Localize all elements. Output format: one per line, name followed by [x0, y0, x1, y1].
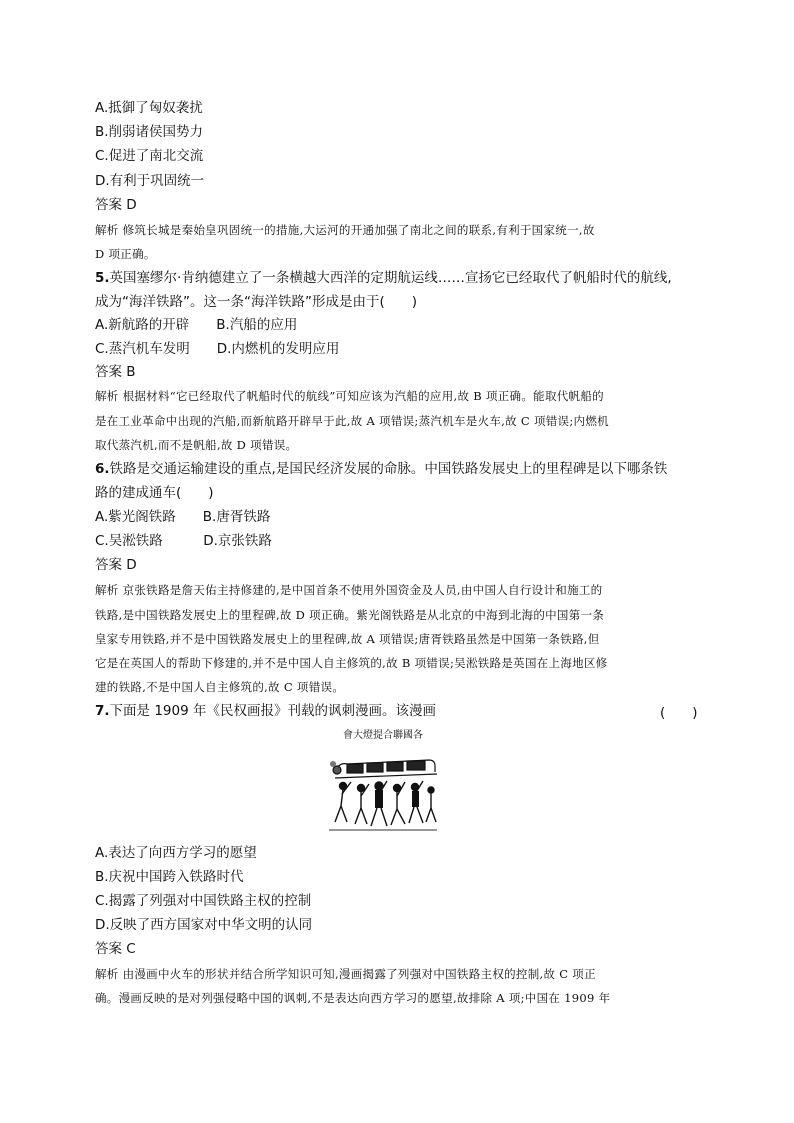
analysis-text: 由漫画中火车的形状并结合所学知识可知,漫画揭露了列强对中国铁路主权的控制,故 C 项正 — [122, 967, 596, 981]
question-number: 7. — [95, 703, 110, 719]
q6-analysis-line — [95, 580, 602, 600]
question-text: 下面是 1909 年《民权画报》刊载的讽刺漫画。该漫画 — [109, 703, 436, 719]
q7-stem-line — [95, 701, 436, 721]
q6-analysis-line: 它是在英国人的帮助下修建的,并不是中国人自主修筑的,故 B 项错误;吴淞铁路是英国在上海地区修 — [95, 656, 608, 670]
q7-analysis-line — [95, 964, 596, 984]
analysis-text: 京张铁路是詹天佑主持修建的,是中国首条不使用外国资金及人员,由中国人自行设计和施工的 — [122, 583, 603, 597]
analysis-text: 根据材料“它已经取代了帆船时代的航线”可知应该为汽船的应用,故 B 项正确。能取代帆船的 — [122, 389, 604, 403]
comic-drawing — [325, 726, 441, 838]
q5-analysis-line — [95, 386, 604, 406]
analysis-label: 解析 — [95, 223, 119, 237]
q7-option-c: C.揭露了列强对中国铁路主权的控制 — [95, 893, 312, 909]
q5-analysis-line: 取代蒸汽机,而不是帆船,故 D 项错误。 — [95, 438, 298, 452]
q7-answer: 答案 C — [95, 941, 136, 957]
analysis-label: 解析 — [95, 583, 119, 597]
analysis-label: 解析 — [95, 967, 119, 981]
question-text: 英国塞缪尔·肯纳德建立了一条横越大西洋的定期航运线……宣扬它已经取代了帆船时代的航线, — [109, 270, 672, 286]
q7-option-d: D.反映了西方国家对中华文明的认同 — [95, 917, 313, 933]
satirical-comic-image — [325, 726, 441, 838]
q7-analysis-line: 确。漫画反映的是对列强侵略中国的讽刺,不是表达向西方学习的愿望,故排除 A 项;中国在 1909 年 — [95, 991, 611, 1005]
question-text: 铁路是交通运输建设的重点,是国民经济发展的命脉。中国铁路发展史上的里程碑是以下哪条铁 — [109, 461, 668, 477]
q5-stem-line — [95, 268, 672, 288]
q4-option-c: C.促进了南北交流 — [95, 148, 204, 164]
question-number: 6. — [95, 461, 110, 477]
q5-analysis-line: 是在工业革命中出现的汽船,而新航路开辟早于此,故 A 项错误;蒸汽机车是火车,故 C 项错误;内燃机 — [95, 414, 609, 428]
q6-answer: 答案 D — [95, 557, 137, 573]
question-number: 5. — [95, 270, 110, 286]
q5-options-row: C.蒸汽机车发明 D.内燃机的发明应用 — [95, 341, 340, 357]
analysis-text: 修筑长城是秦始皇巩固统一的措施,大运河的开通加强了南北之间的联系,有利于国家统一,故 — [122, 223, 595, 237]
q7-option-a: A.表达了向西方学习的愿望 — [95, 845, 257, 861]
train-illustration — [330, 760, 437, 778]
q4-analysis-line: D 项正确。 — [95, 247, 156, 261]
q7-answer-blank: ( ) — [660, 705, 698, 721]
q4-option-a: A.抵御了匈奴袭扰 — [95, 100, 203, 116]
crowd-figures — [335, 781, 436, 826]
q5-stem-line: 成为“海洋铁路”。这一条“海洋铁路”形成是由于( ) — [95, 294, 418, 310]
q6-stem-line — [95, 459, 667, 479]
q6-options-row: A.紫光阁铁路 B.唐胥铁路 — [95, 509, 271, 525]
q4-answer: 答案 D — [95, 197, 137, 213]
q6-analysis-line: 铁路,是中国铁路发展史上的里程碑,故 D 项正确。紫光阁铁路是从北京的中海到北海的中国第一条 — [95, 608, 605, 622]
q6-analysis-line: 建的铁路,不是中国人自主修筑的,故 C 项错误。 — [95, 680, 345, 694]
q5-options-row: A.新航路的开辟 B.汽船的应用 — [95, 317, 298, 333]
q6-options-row: C.吴淞铁路 D.京张铁路 — [95, 533, 272, 549]
q5-answer: 答案 B — [95, 364, 136, 380]
comic-caption: 會大燈提合聯國各 — [343, 730, 423, 741]
q4-analysis-line — [95, 220, 595, 240]
q4-option-d: D.有利于巩固统一 — [95, 173, 205, 189]
q7-option-b: B.庆祝中国跨入铁路时代 — [95, 869, 244, 885]
q6-stem-line: 路的建成通车( ) — [95, 485, 214, 501]
analysis-label: 解析 — [95, 389, 119, 403]
q6-analysis-line: 皇家专用铁路,并不是中国铁路发展史上的里程碑,故 A 项错误;唐胥铁路虽然是中国第一条铁路,但 — [95, 632, 600, 646]
q4-option-b: B.削弱诸侯国势力 — [95, 124, 204, 140]
